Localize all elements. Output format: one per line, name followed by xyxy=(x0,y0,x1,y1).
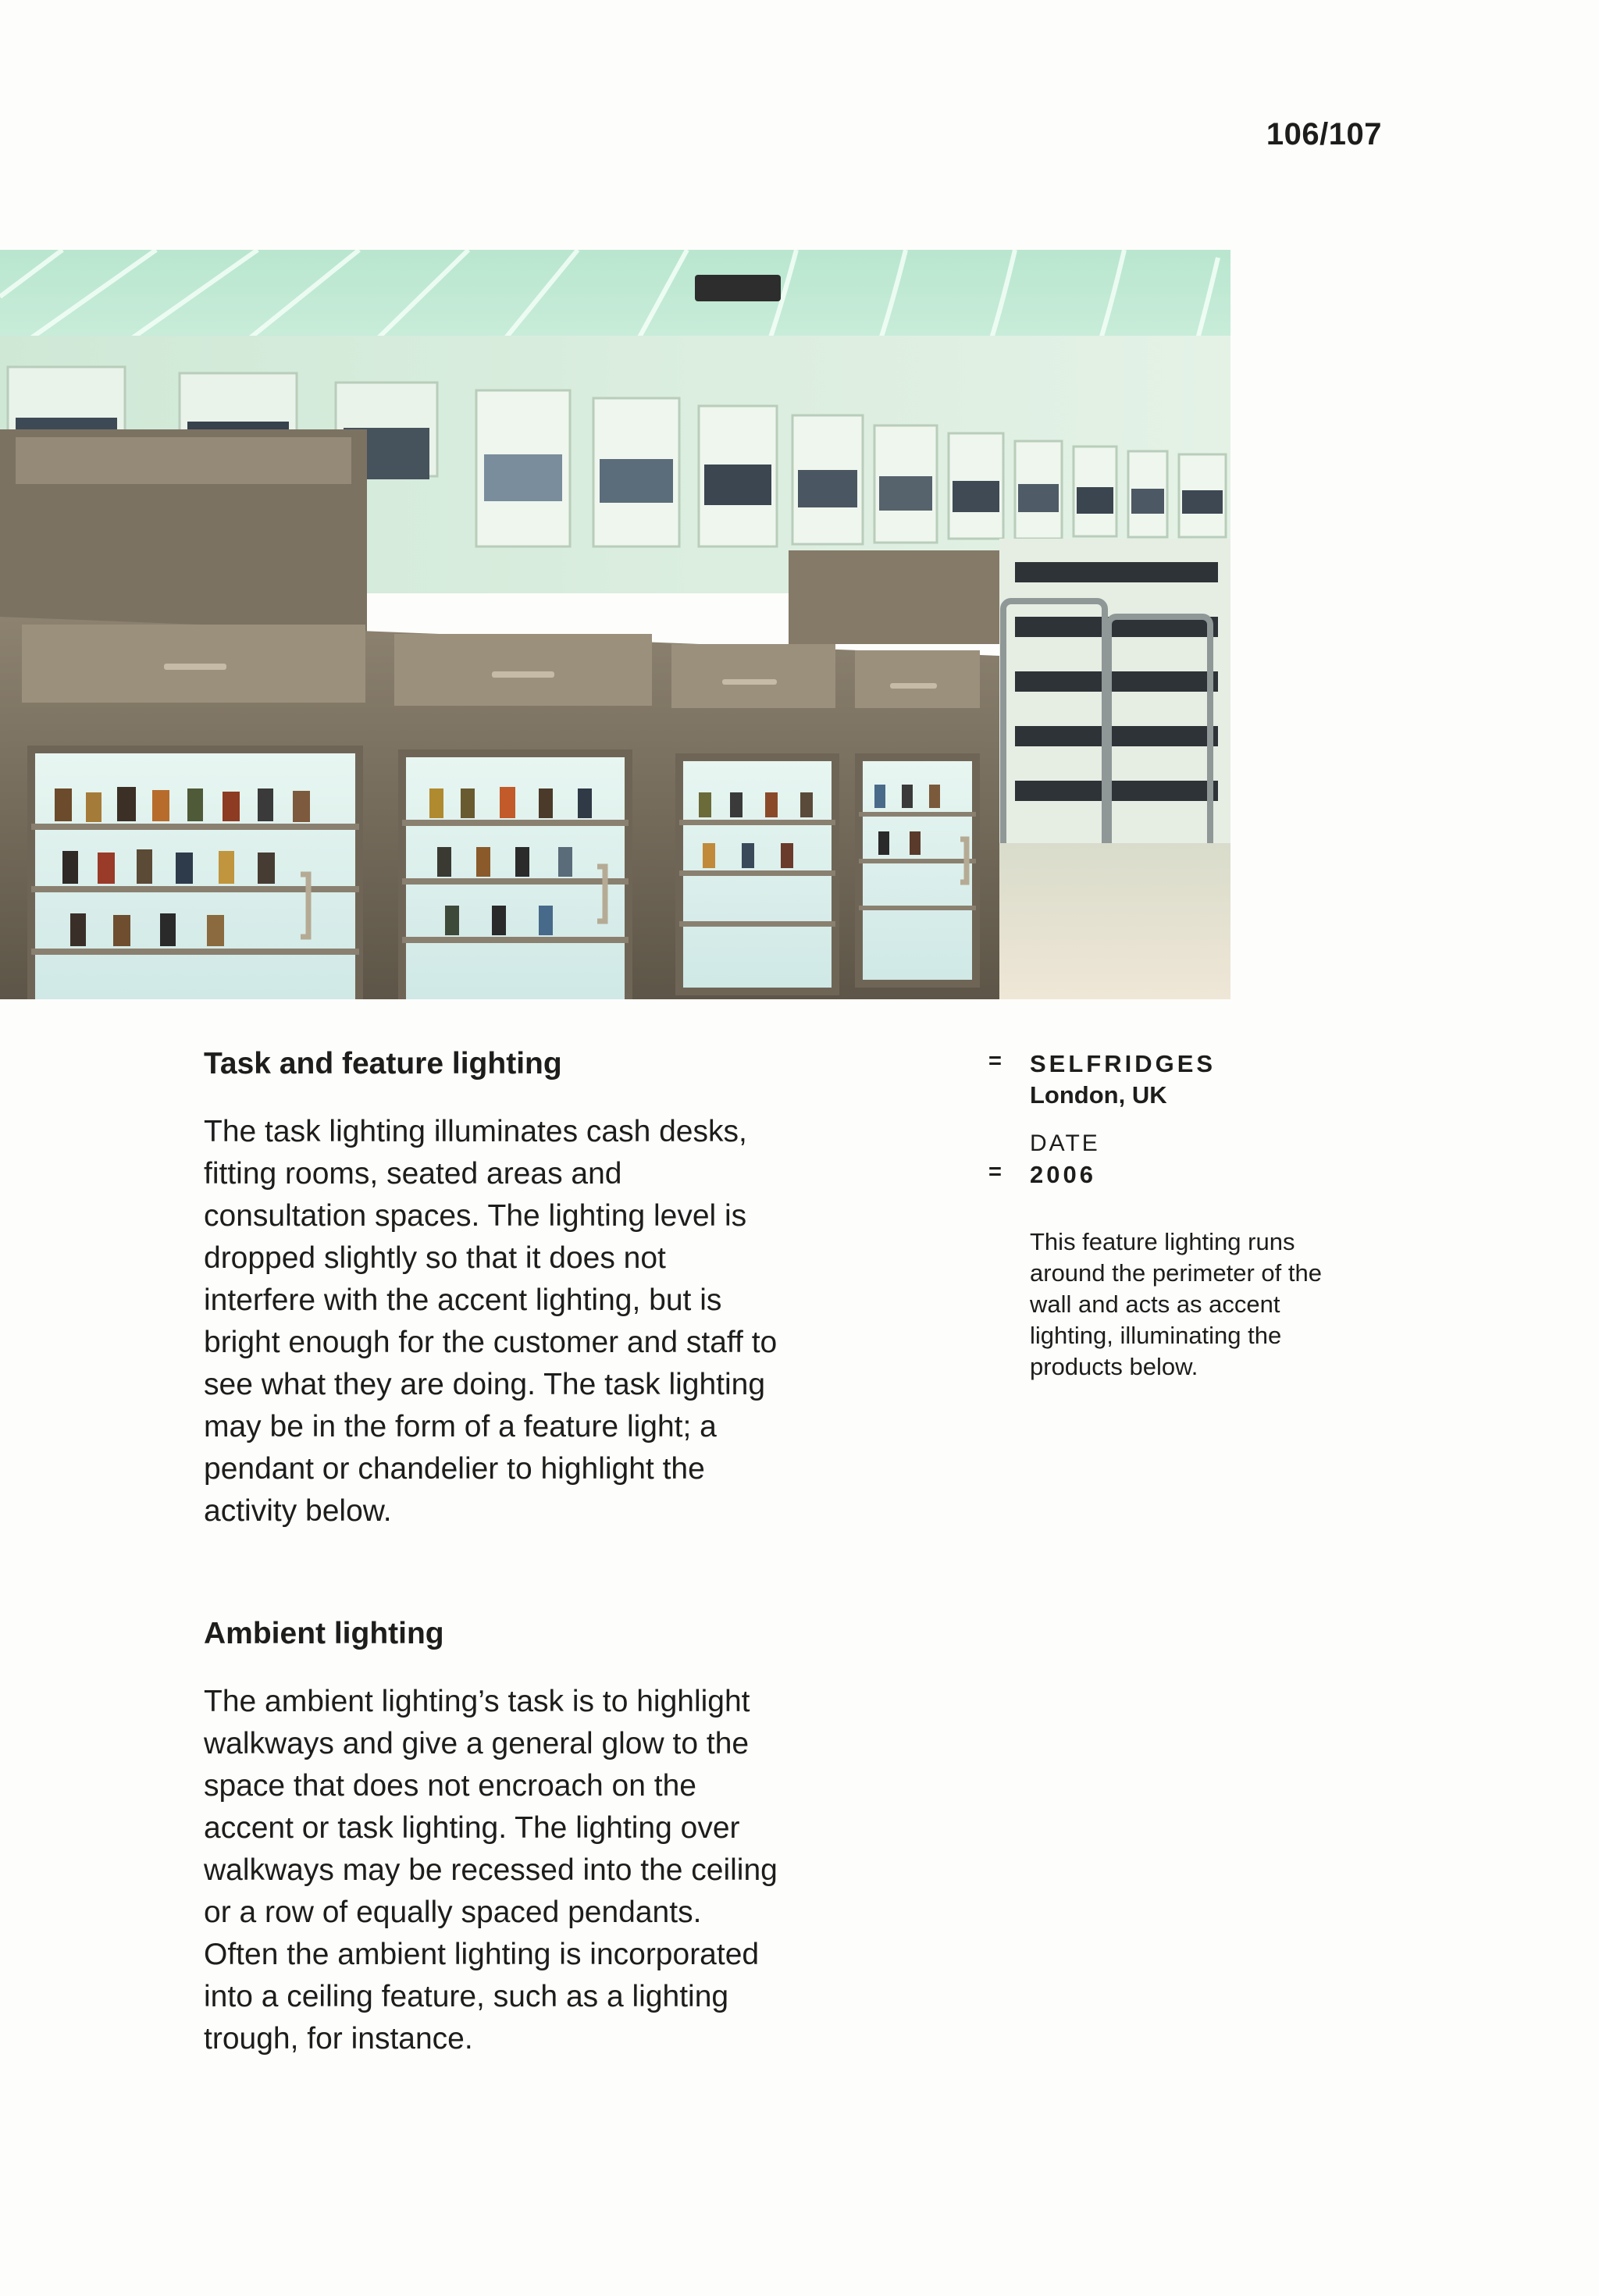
section-body: The task lighting illuminates cash desks, fitting rooms, seated areas and consultation spaces. The lighting level is dropped slightly so that it does not interfere with the accent lighting, but is bright enough for the customer and staff to see what they are doing. The task lighting may be in the form of a feature light; a pendant or chandelier to highlight the activity below. xyxy=(204,1114,778,1528)
project-sidebar xyxy=(988,1048,1363,1383)
photo-caption: This feature lighting runs around the perimeter of the wall and acts as accent lighting, illuminating the products below. xyxy=(1030,1228,1322,1380)
section-body: The ambient lighting’s task is to highlight walkways and give a general glow to the space that does not encroach on the accent or task lighting. The lighting over walkways may be recessed into the ceiling or a row of equally spaced pendants. Often the ambient lighting is incorporated into a ceiling feature, such as a lighting trough, for instance. xyxy=(204,1684,778,2056)
project-block xyxy=(988,1048,1363,1111)
project-name: SELFRIDGES xyxy=(1030,1050,1216,1077)
page-number: 106/107 xyxy=(1266,117,1382,151)
equals-marker: = xyxy=(988,1159,1002,1184)
project-location: London, UK xyxy=(1030,1081,1167,1109)
task-lighting-section xyxy=(204,1046,782,1532)
section-heading: Task and feature lighting xyxy=(204,1047,562,1080)
section-heading: Ambient lighting xyxy=(204,1617,444,1650)
ambient-lighting-section xyxy=(204,1616,782,2060)
date-block xyxy=(988,1128,1363,1383)
store-photo xyxy=(0,250,1230,999)
date-line xyxy=(988,1159,1363,1191)
date-label: DATE xyxy=(1030,1130,1100,1156)
date-value: 2006 xyxy=(1030,1161,1096,1188)
equals-marker: = xyxy=(988,1048,1002,1073)
